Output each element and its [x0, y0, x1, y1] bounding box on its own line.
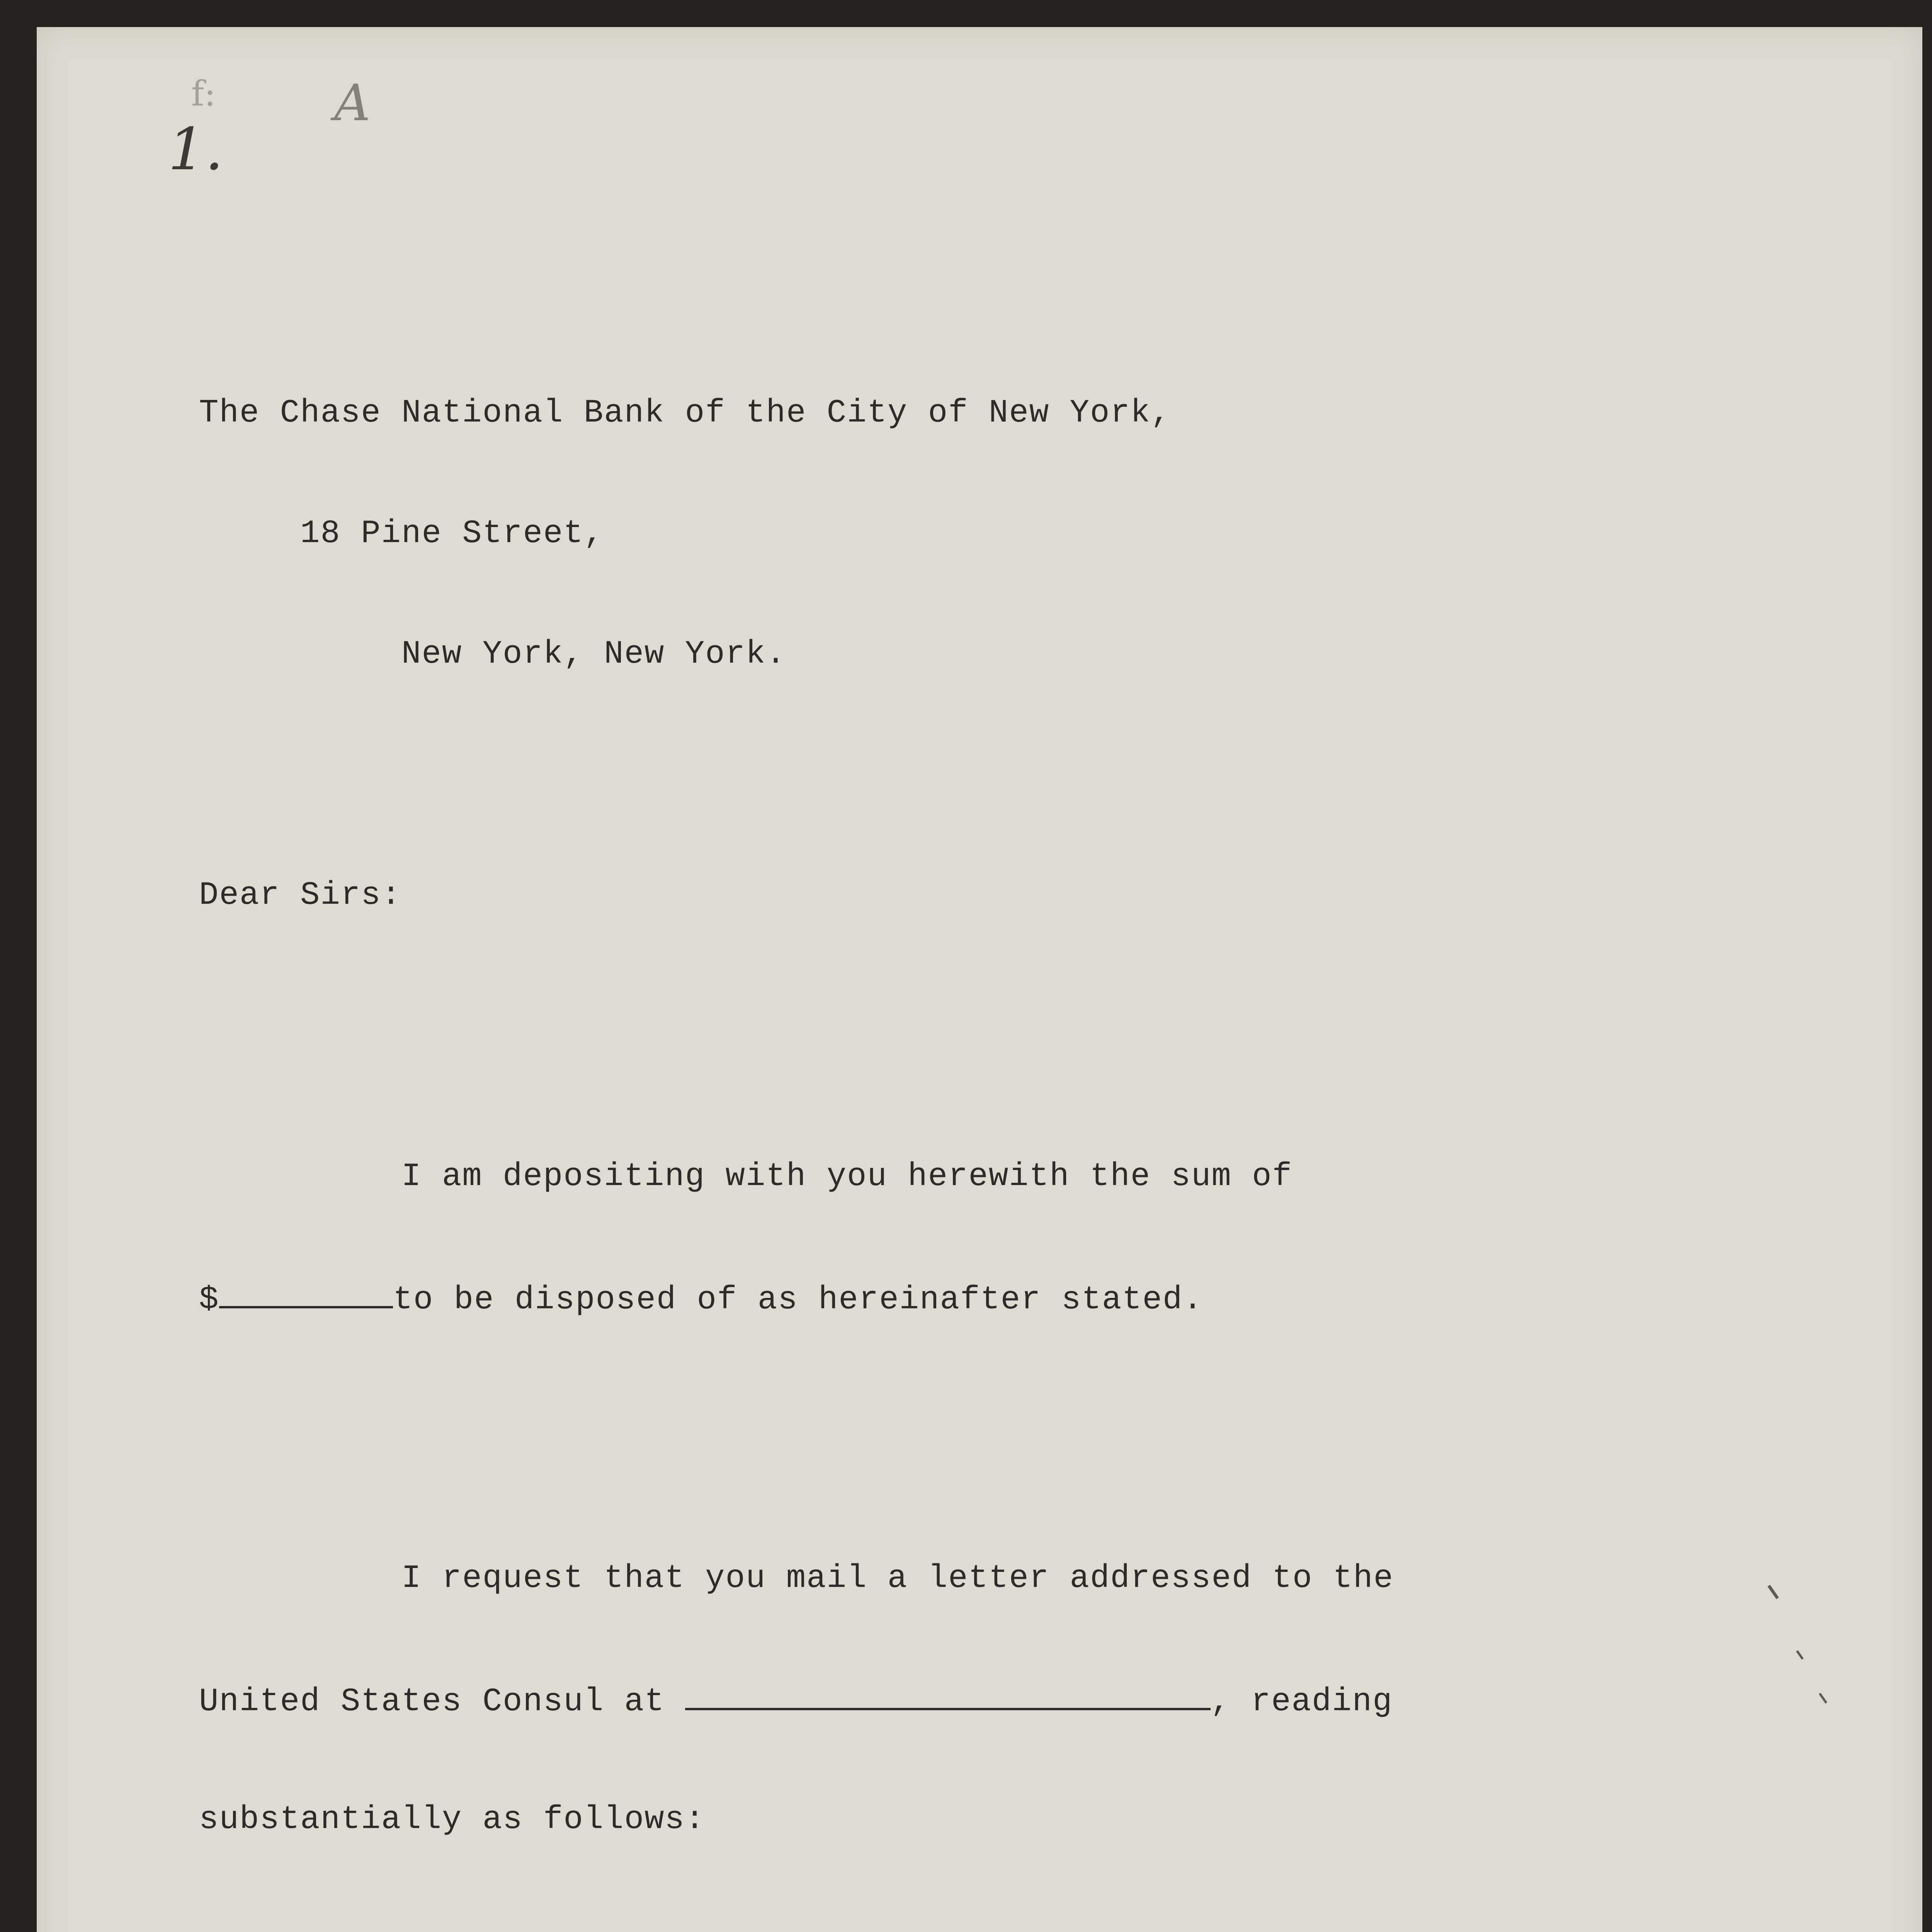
document-page — [37, 27, 1922, 1932]
paragraph-line: substantially as follows: — [199, 1801, 706, 1838]
paragraph-line: I request that you mail a letter addressed to the — [401, 1560, 1394, 1597]
handwritten-mark-a: A — [334, 73, 371, 132]
address-line: 18 Pine Street, — [300, 515, 604, 552]
salutation: Dear Sirs: — [199, 877, 402, 914]
paragraph-line: $ to be disposed of as hereinafter stated. — [199, 1277, 1899, 1318]
handwritten-mark-faint: f: — [191, 73, 216, 114]
paragraph-line: I am depositing with you herewith the sum of — [401, 1158, 1293, 1195]
handwritten-page-number: 1. — [168, 116, 224, 183]
letter-body — [199, 313, 1899, 1932]
consul-location-blank — [685, 1679, 1211, 1710]
address-line: The Chase National Bank of the City of New York, — [199, 395, 1171, 432]
amount-blank — [219, 1277, 393, 1308]
address-line: New York, New York. — [401, 636, 786, 673]
paragraph-line: United States Consul at , reading — [199, 1679, 1899, 1719]
